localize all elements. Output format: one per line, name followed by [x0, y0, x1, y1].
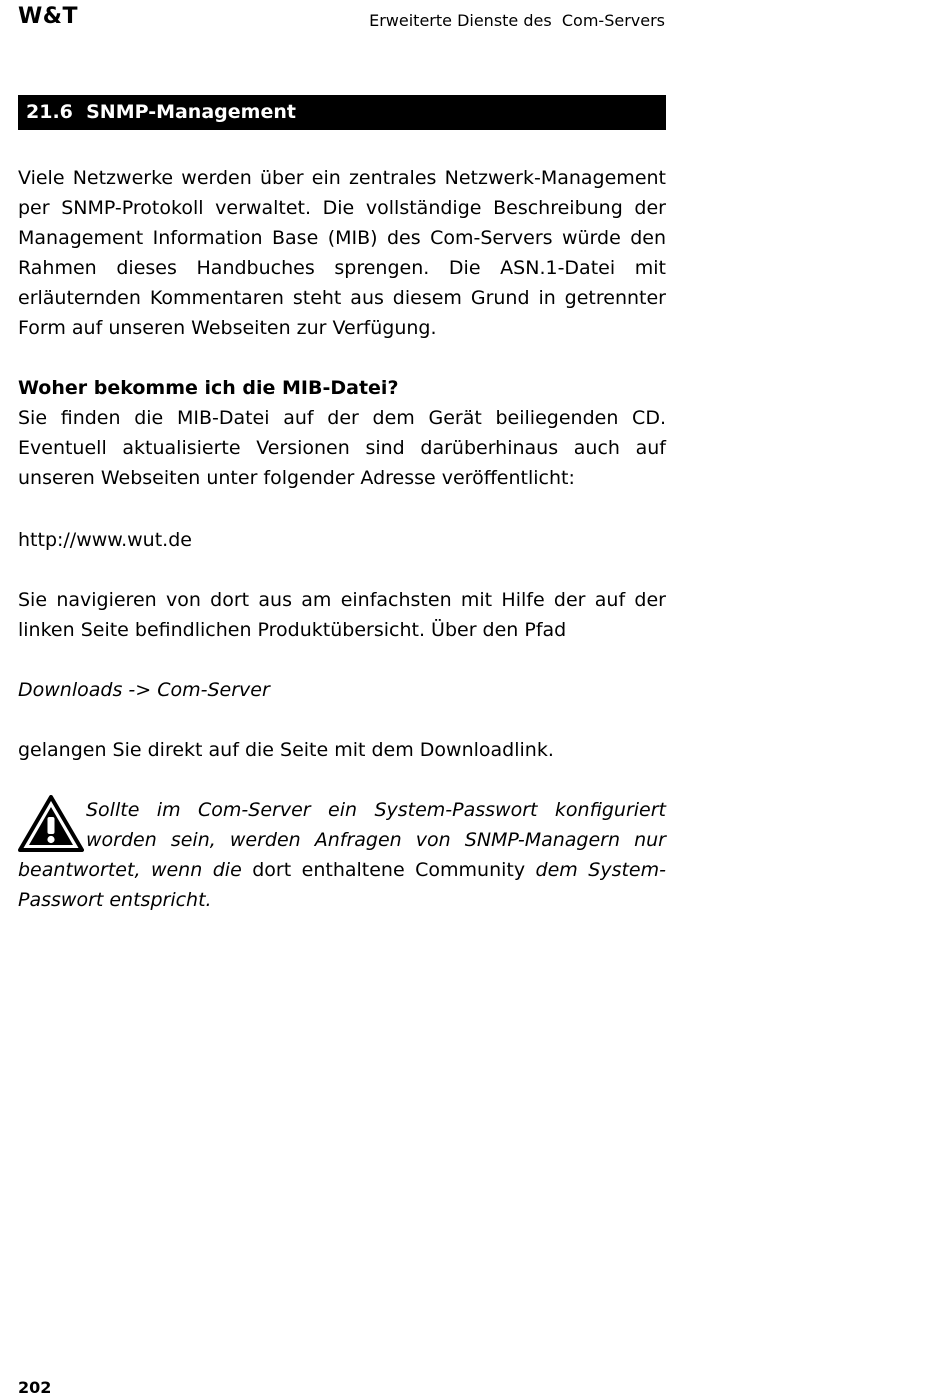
page-number: 202	[18, 1378, 52, 1397]
warning-triangle-icon	[18, 795, 84, 853]
website-url: http://www.wut.de	[18, 529, 192, 551]
mib-question-heading: Woher bekomme ich die MIB-Datei?	[18, 377, 399, 399]
mib-answer-paragraph: Sie finden die MIB-Datei auf der dem Gerät beiliegenden CD. Eventuell aktualisierte Versionen sind darüberhinaus auch auf unseren Webseiten unter folgender Adresse veröffentlicht:	[18, 407, 666, 490]
warning-note	[18, 795, 666, 915]
warning-text-part1: Sollte im Com-Server ein System-Passwort konfiguriert worden sein, werden Anfragen von SNMP-Managern nur beantwortet, wenn die	[18, 799, 666, 882]
brand-logo-text: W&T	[18, 4, 78, 29]
running-header-title: Erweiterte Dienste des Com-Servers	[369, 11, 665, 30]
section-title: 21.6 SNMP-Management	[18, 95, 666, 130]
download-paragraph: gelangen Sie direkt auf die Seite mit dem Downloadlink.	[18, 739, 554, 761]
navigation-paragraph: Sie navigieren von dort aus am einfachsten mit Hilfe der auf der linken Seite befindlichen Produktübersicht. Über den Pfad	[18, 589, 666, 642]
intro-paragraph: Viele Netzwerke werden über ein zentrales Netzwerk-Management per SNMP-Protokoll verwaltet. Die vollständige Beschreibung der Management Information Base (MIB) des Com-Servers würde den Rahmen dieses Handbuches sprengen. Die ASN.1-Datei mit erläuternden Kommentaren steht aus diesem Grund in getrennter Form auf unseren Webseiten zur Verfügung.	[18, 167, 666, 340]
warning-text-part3: dem System-Passwort entspricht.	[18, 859, 666, 912]
download-path: Downloads -> Com-Server	[18, 679, 270, 701]
warning-text-part2: dort enthaltene Community	[241, 859, 536, 882]
